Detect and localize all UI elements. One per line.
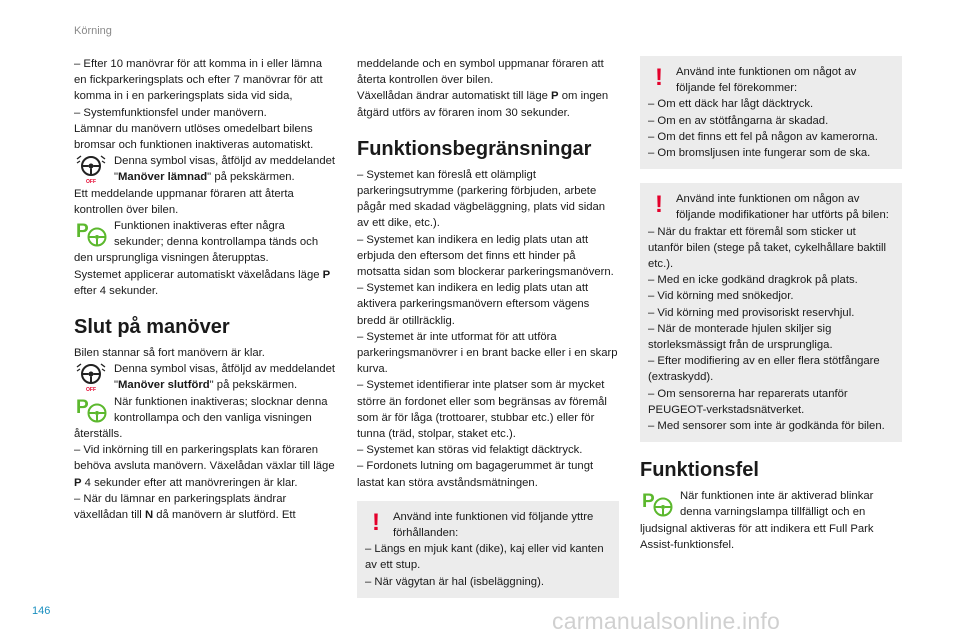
svg-text:OFF: OFF — [86, 179, 96, 185]
paragraph: När funktionen inte är aktiverad blinkar denna varningslampa tillfälligt och en ljudsignal aktiveras för att indikera ett Full Park Assist-funktionsfel. — [640, 490, 874, 551]
warning-icon: ! — [655, 64, 663, 91]
paragraph: meddelande och en symbol uppmanar föraren att återta kontrollen över bilen. Växellådan ändrar automatiskt till läge P om ingen åtgärd utförs av föraren inom 30 sekunder. — [357, 58, 609, 119]
warning-icon: ! — [372, 508, 380, 536]
warning-box — [640, 56, 902, 169]
svg-text:P: P — [76, 221, 89, 243]
steering-wheel-off-icon — [74, 362, 108, 392]
icon-paragraph — [74, 394, 336, 524]
warning-text: Använd inte funktionen om någon av följande modifikationer har utförts på bilen: – När du fraktar ett föremål som sticker ut utanför bilen (stege på taket, cykelhållare baktill etc.). – Med en icke godkänd dragkrok på plats. – Vid körning med snökedjor. – Vid körning med provisoriskt reservhjul. – När de monterade hjulen skiljer sig storleksmässigt från de ursprungliga. – Efter modifiering av en eller flera stötfångare (extraskydd). – Om sensorerna har reparerats utanför PEUGEOT-verkstadsnätverket. – Med sensorer som inte är godkända för bilen. — [648, 193, 889, 433]
warning-box — [357, 501, 619, 598]
column-1 — [74, 56, 336, 523]
warning-box — [640, 183, 902, 442]
icon-paragraph — [74, 153, 336, 218]
warning-text: Använd inte funktionen om något av följande fel förekommer: – Om ett däck har lågt däcktryck. – Om en av stötfångarna är skadad. – Om det finns ett fel på någon av kamerorna. – Om bromsljusen inte fungerar som de ska. — [648, 66, 878, 160]
paragraph: Funktionen inaktiveras efter några sekunder; denna kontrollampa tänds och den ursprungliga visningen återupptas. Systemet applicerar automatiskt växelådans läge P efter 4 sekunder. — [74, 220, 331, 297]
paragraph: Bilen stannar så fort manövern är klar. — [74, 347, 265, 360]
park-assist-icon — [74, 219, 108, 249]
icon-paragraph — [74, 218, 336, 299]
running-header: Körning — [74, 25, 112, 37]
paragraph: När funktionen inaktiveras; slocknar denna kontrollampa och den vanliga visningen återställs. – Vid inkörning till en parkeringsplats kan föraren behöva avsluta manövern. Växelådan växlar till läge P 4 sekunder efter att manövreringen är klar. – När du lämnar en parkeringsplats ändrar växellådan till N då manövern är slutförd. Ett — [74, 395, 335, 522]
page-number: 146 — [32, 605, 51, 617]
paragraph: Denna symbol visas, åtföljd av meddelandet "Manöver slutförd" på pekskärmen. — [114, 363, 336, 392]
svg-text:P: P — [642, 491, 655, 513]
watermark: carmanualsonline.info — [552, 608, 780, 634]
column-2 — [357, 56, 619, 612]
steering-wheel-off-icon — [74, 154, 108, 184]
warning-text: Använd inte funktionen vid följande yttre förhållanden: – Längs en mjuk kant (dike), kaj eller vid kanten av ett stup. – När vägytan är hal (isbeläggning). — [365, 510, 604, 588]
svg-text:P: P — [76, 396, 89, 418]
section-heading: Funktionsfel — [640, 459, 759, 482]
section-heading: Funktionsbegränsningar — [357, 137, 592, 160]
park-assist-icon — [640, 489, 674, 519]
svg-text:OFF: OFF — [86, 387, 96, 393]
paragraph: Denna symbol visas, åtföljd av meddelandet "Manöver lämnad" på pekskärmen. Ett meddelande uppmanar föraren att återta kontrollen över bilen. — [74, 155, 336, 216]
paragraph: – Efter 10 manövrar för att komma in i eller lämna en fickparkeringsplats och efter 7 manövrar för att komma in i en parkeringsplats sida vid sida, – Systemfunktionsfel under manövern. Lämnar du manövern utlöses omedelbart bilens bromsar och funktionen inaktiveras automatiskt. — [74, 58, 323, 152]
park-assist-icon — [74, 395, 108, 425]
column-3 — [640, 56, 902, 553]
paragraph: – Systemet kan föreslå ett olämpligt parkeringsutrymme (parkering förbjuden, arbete pågår med skadad vägbeläggning, plats vid sidan av ett dike, etc.). – Systemet kan indikera en ledig plats utan att erbjuda den eftersom det finns ett hinder på motsatta sidan som blockerar parkeringsmanövern. – Systemet kan indikera en ledig plats utan att aktivera parkeringsmanövern eftersom vägens bredd är otillräcklig. – Systemet är inte utformat för att utföra parkeringsmanövrer i en brant backe eller i en skarp kurva. – Systemet identifierar inte platser som är mycket större än fordonet eller som begränsas av föremål som är för låga (trottoarer, stubbar etc.) eller för tunna (träd, stolpar, staket etc.). – Systemet kan störas vid felaktigt däcktryck. – Fordonets lutning om bagagerummet är tungt lastat kan störa avståndsmätningen. — [357, 168, 618, 489]
icon-paragraph — [640, 488, 902, 553]
icon-paragraph — [74, 361, 336, 393]
section-heading: Slut på manöver — [74, 316, 230, 339]
warning-icon: ! — [655, 191, 663, 219]
